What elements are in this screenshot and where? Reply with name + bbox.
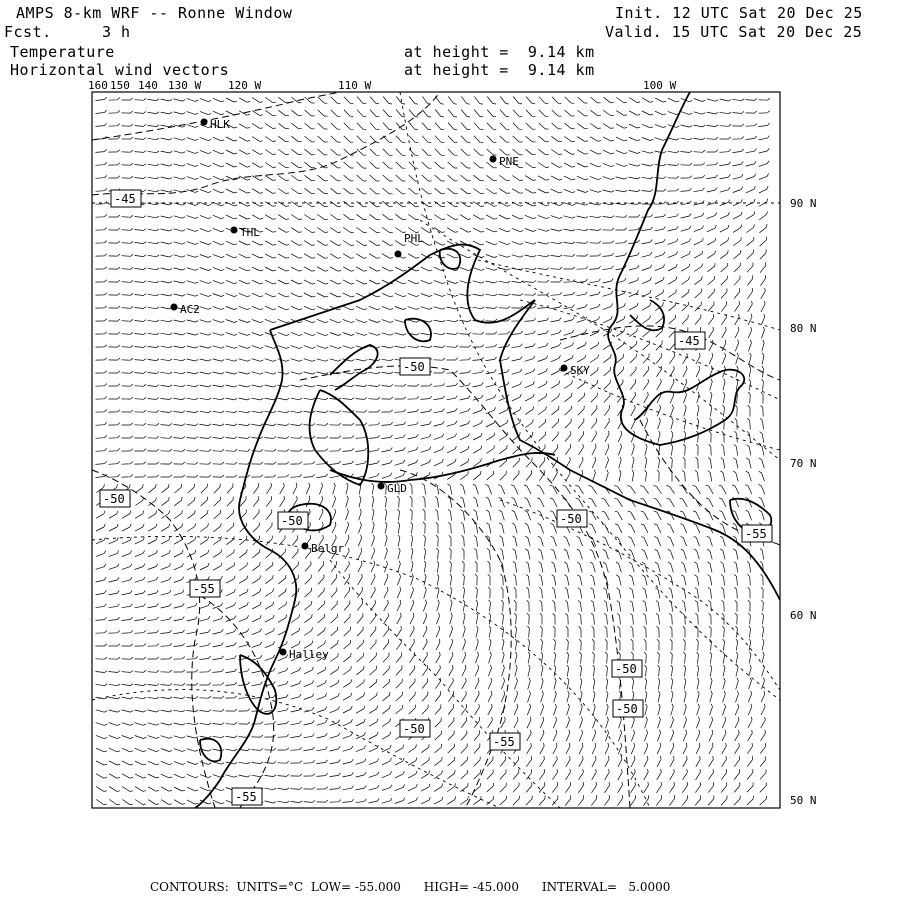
longitude-label: 130 W: [168, 79, 202, 92]
map-title: AMPS 8-km WRF -- Ronne Window: [16, 4, 293, 22]
latitude-label: 60 N: [790, 609, 817, 622]
temperature-contour: [300, 366, 630, 808]
station-marker: [395, 251, 402, 258]
coastline-segment: [270, 245, 780, 600]
contour-label: -50: [615, 662, 637, 676]
contour-label: -55: [193, 582, 215, 596]
station-label: SKY: [570, 364, 590, 377]
station-marker: [171, 304, 178, 311]
coastline: [195, 92, 780, 808]
station-label: Halley: [289, 648, 329, 661]
longitude-label: 160: [88, 79, 108, 92]
station-label: PNE: [499, 155, 519, 168]
contour-label: -50: [403, 360, 425, 374]
field2-name: Horizontal wind vectors: [10, 61, 230, 79]
latitude-label: 90 N: [790, 197, 817, 210]
station-marker: [561, 365, 568, 372]
graticule-line: [330, 560, 560, 808]
forecast-label: Fcst.: [4, 23, 52, 41]
station-label: Belgr: [311, 542, 345, 555]
contour-label: -50: [281, 514, 303, 528]
graticule-line: [560, 370, 780, 450]
longitude-labels: [88, 79, 676, 92]
longitude-label: 150: [110, 79, 130, 92]
contour-label: -55: [745, 527, 767, 541]
field1-name: Temperature: [10, 43, 115, 61]
graticule-line: [478, 260, 780, 330]
temperature-contour: [400, 470, 511, 808]
station-label: PHL: [404, 232, 424, 245]
coastline-segment: [330, 345, 378, 390]
contour-label: -55: [493, 735, 515, 749]
graticule-line: [420, 220, 780, 460]
coastline-segment: [608, 92, 744, 445]
coastline-segment: [405, 319, 431, 342]
longitude-label: 120 W: [228, 79, 262, 92]
init-time: Init. 12 UTC Sat 20 Dec 25: [615, 4, 863, 22]
station-label: THL: [240, 226, 260, 239]
station-marker: [231, 227, 238, 234]
contour-label: -45: [678, 334, 700, 348]
field1-height: at height = 9.14 km: [404, 43, 595, 61]
station-marker: [490, 156, 497, 163]
valid-time: Valid. 15 UTC Sat 20 Dec 25: [605, 23, 863, 41]
temperature-contour: [560, 326, 780, 380]
contour-label: -50: [403, 722, 425, 736]
station-marker: [302, 543, 309, 550]
contour-info-footer: CONTOURS: UNITS=°C LOW= -55.000 HIGH= -45.000 INTERVAL= 5.0000: [150, 880, 671, 894]
station-label: HLK: [210, 118, 230, 131]
station-marker: [201, 119, 208, 126]
contour-label: -45: [114, 192, 136, 206]
longitude-label: 100 W: [643, 79, 677, 92]
station-marker: [378, 483, 385, 490]
latitude-label: 80 N: [790, 322, 817, 335]
coastline-segment: [440, 249, 461, 269]
latitude-label: 50 N: [790, 794, 817, 807]
graticule-line: [92, 690, 500, 808]
contour-label: -50: [560, 512, 582, 526]
latitude-label: 70 N: [790, 457, 817, 470]
forecast-value: 3 h: [102, 23, 131, 41]
station-marker: [280, 649, 287, 656]
station-label: GLD: [387, 482, 407, 495]
station-label: AC2: [180, 303, 200, 316]
contour-label: -50: [616, 702, 638, 716]
longitude-label: 140: [138, 79, 158, 92]
longitude-label: 110 W: [338, 79, 372, 92]
contour-label: -55: [235, 790, 257, 804]
field2-height: at height = 9.14 km: [404, 61, 595, 79]
latitude-labels: [790, 197, 817, 807]
temperature-contour: [92, 470, 215, 808]
contour-label: -50: [103, 492, 125, 506]
